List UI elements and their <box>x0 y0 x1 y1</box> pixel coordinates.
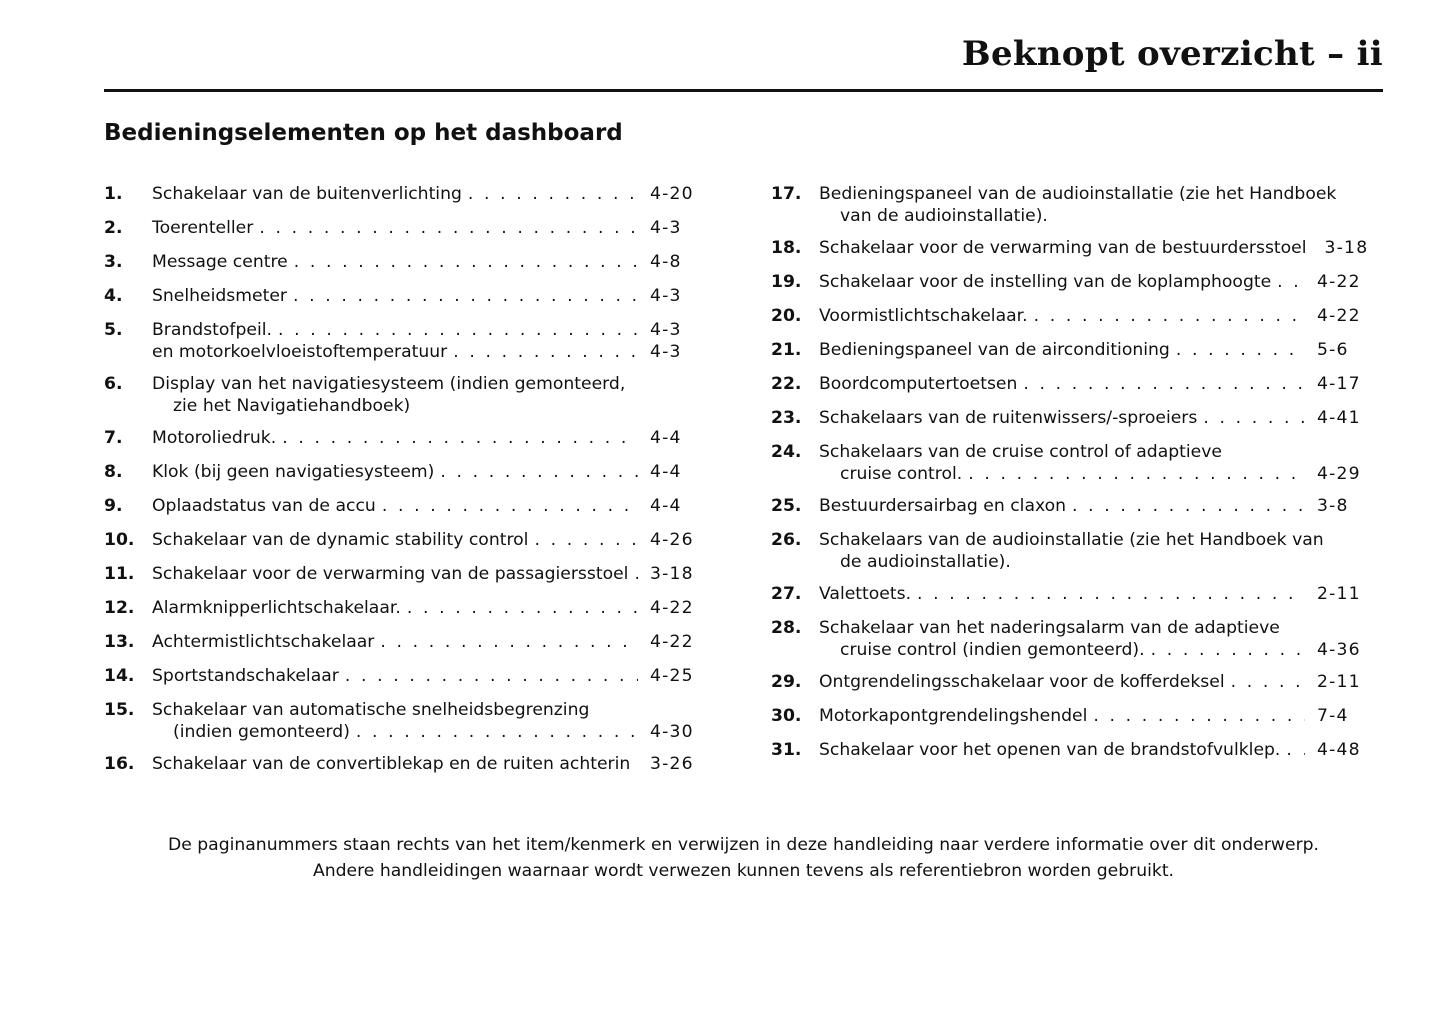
dot-leader <box>968 463 1305 485</box>
item-number: 29. <box>771 672 802 692</box>
item-label: Bedieningspaneel van de audioinstallatie (zie het Handboek <box>819 184 1337 204</box>
list-item <box>771 339 1371 361</box>
dot-leader <box>1072 495 1305 517</box>
page-reference: 3-8 <box>1317 496 1349 516</box>
list-item <box>104 183 704 205</box>
list-item <box>104 373 704 417</box>
item-label: Message centre <box>152 252 288 272</box>
dot-leader <box>259 217 638 239</box>
item-label: Toerenteller <box>152 218 254 238</box>
item-label: Brandstofpeil. <box>152 320 272 340</box>
item-label: Schakelaars van de audioinstallatie (zie het Handboek van <box>819 530 1324 550</box>
dot-leader <box>634 563 638 585</box>
page-reference: 3-18 <box>1324 238 1369 258</box>
item-label: Bestuurdersairbag en claxon <box>819 496 1067 516</box>
item-number: 25. <box>771 496 802 516</box>
item-label: Schakelaar van automatische snelheidsbegrenzing <box>152 700 590 720</box>
item-label: Alarmknipperlichtschakelaar. <box>152 598 401 618</box>
list-item <box>104 217 704 239</box>
list-item <box>771 617 1371 661</box>
item-number: 27. <box>771 584 802 604</box>
dot-leader <box>917 583 1305 605</box>
item-number: 14. <box>104 666 135 686</box>
footnote <box>104 832 1383 884</box>
item-label: Voormistlichtschakelaar. <box>819 306 1028 326</box>
page-reference: 4-36 <box>1317 640 1361 660</box>
page-reference: 4-41 <box>1317 408 1361 428</box>
item-label-continued: (indien gemonteerd) <box>173 722 350 742</box>
footnote-line-1: De paginanummers staan rechts van het item/kenmerk en verwijzen in deze handleiding naar verdere informatie over dit onderwerp. <box>167 835 1320 855</box>
page-reference: 4-29 <box>1317 464 1361 484</box>
page-title: Beknopt overzicht – ii <box>961 34 1383 74</box>
item-label: Schakelaar voor het openen van de brandstofvulklep. <box>819 740 1281 760</box>
list-item <box>771 529 1371 573</box>
list-item <box>104 665 704 687</box>
item-number: 31. <box>771 740 802 760</box>
page-reference: 4-22 <box>1317 272 1361 292</box>
page-reference: 4-22 <box>650 632 694 652</box>
item-label: Sportstandschakelaar <box>152 666 339 686</box>
item-label: Klok (bij geen navigatiesysteem) <box>152 462 435 482</box>
page-reference: 4-22 <box>1317 306 1361 326</box>
item-label: Schakelaar voor de verwarming van de passagiersstoel <box>152 564 629 584</box>
page-reference: 4-3 <box>650 320 682 340</box>
title-rule <box>104 89 1383 92</box>
list-item <box>771 495 1371 517</box>
page-reference: 4-8 <box>650 252 682 272</box>
item-number: 30. <box>771 706 802 726</box>
dot-leader <box>453 341 638 363</box>
item-label: Schakelaar van het naderingsalarm van de adaptieve <box>819 618 1280 638</box>
item-label: Bedieningspaneel van de airconditioning <box>819 340 1170 360</box>
list-item <box>771 739 1371 761</box>
item-number: 18. <box>771 238 802 258</box>
dot-leader <box>293 285 638 307</box>
item-number: 8. <box>104 462 123 482</box>
left-column <box>104 183 704 787</box>
list-item <box>104 597 704 619</box>
item-number: 5. <box>104 320 123 340</box>
item-label-continued: cruise control (indien gemonteerd). <box>840 640 1145 660</box>
page-reference: 4-22 <box>650 598 694 618</box>
list-item <box>104 319 704 363</box>
page-reference: 4-25 <box>650 666 694 686</box>
item-label: Achtermistlichtschakelaar <box>152 632 375 652</box>
dot-leader <box>294 251 638 273</box>
item-number: 17. <box>771 184 802 204</box>
item-label-continued: zie het Navigatiehandboek) <box>173 396 411 416</box>
page-reference: 4-4 <box>650 496 682 516</box>
item-label: Boordcomputertoetsen <box>819 374 1018 394</box>
item-number: 13. <box>104 632 135 652</box>
list-item <box>771 441 1371 485</box>
dot-leader <box>1277 271 1305 293</box>
list-item <box>771 183 1371 227</box>
item-number: 6. <box>104 374 123 394</box>
item-number: 21. <box>771 340 802 360</box>
item-label: Motorkapontgrendelingshendel <box>819 706 1088 726</box>
item-number: 16. <box>104 754 135 774</box>
item-number: 11. <box>104 564 135 584</box>
item-number: 1. <box>104 184 123 204</box>
page-reference: 7-4 <box>1317 706 1349 726</box>
page-reference: 3-26 <box>650 754 694 774</box>
item-number: 15. <box>104 700 135 720</box>
item-label: Schakelaars van de cruise control of adaptieve <box>819 442 1222 462</box>
item-label-continued: van de audioinstallatie). <box>840 206 1048 226</box>
item-label: Schakelaar van de convertiblekap en de ruiten achterin <box>152 754 631 774</box>
dot-leader <box>534 529 638 551</box>
list-item <box>771 305 1371 327</box>
dot-leader <box>407 597 638 619</box>
dot-leader <box>282 427 638 449</box>
dot-leader <box>345 665 638 687</box>
item-number: 26. <box>771 530 802 550</box>
page-reference: 4-26 <box>650 530 694 550</box>
item-number: 12. <box>104 598 135 618</box>
list-item <box>104 753 704 775</box>
item-number: 2. <box>104 218 123 238</box>
page-reference: 2-11 <box>1317 672 1361 692</box>
dot-leader <box>278 319 638 341</box>
item-label: Schakelaar voor de verwarming van de bestuurdersstoel <box>819 238 1307 258</box>
list-item <box>771 407 1371 429</box>
item-number: 22. <box>771 374 802 394</box>
dot-leader <box>1231 671 1305 693</box>
dot-leader <box>440 461 638 483</box>
list-item <box>104 699 704 743</box>
dot-leader <box>356 721 638 743</box>
list-item <box>104 529 704 551</box>
item-label: Ontgrendelingsschakelaar voor de kofferdeksel <box>819 672 1225 692</box>
item-label: Oplaadstatus van de accu <box>152 496 376 516</box>
item-number: 19. <box>771 272 802 292</box>
item-number: 20. <box>771 306 802 326</box>
dot-leader <box>468 183 638 205</box>
item-label-continued: cruise control. <box>840 464 963 484</box>
item-label: Valettoets. <box>819 584 912 604</box>
dot-leader <box>1286 739 1305 761</box>
page-reference: 4-3 <box>650 342 682 362</box>
list-item <box>771 237 1371 259</box>
item-number: 28. <box>771 618 802 638</box>
page-reference: 4-4 <box>650 428 682 448</box>
dot-leader <box>1203 407 1305 429</box>
dot-leader <box>1093 705 1305 727</box>
dot-leader <box>1034 305 1305 327</box>
item-label: Motoroliedruk. <box>152 428 277 448</box>
item-number: 3. <box>104 252 123 272</box>
list-item <box>771 583 1371 605</box>
item-label: Display van het navigatiesysteem (indien gemonteerd, <box>152 374 626 394</box>
list-item <box>104 427 704 449</box>
page-reference: 4-4 <box>650 462 682 482</box>
list-item <box>104 461 704 483</box>
page-reference: 4-3 <box>650 218 682 238</box>
dot-leader <box>382 495 638 517</box>
list-item <box>771 271 1371 293</box>
page-reference: 4-30 <box>650 722 694 742</box>
list-item <box>104 563 704 585</box>
item-label: Schakelaar voor de instelling van de koplamphoogte <box>819 272 1272 292</box>
item-label: Schakelaar van de dynamic stability control <box>152 530 529 550</box>
item-label: Snelheidsmeter <box>152 286 287 306</box>
item-label-continued: en motorkoelvloeistoftemperatuur <box>152 342 448 362</box>
dot-leader <box>1023 373 1305 395</box>
footnote-line-2: Andere handleidingen waarnaar wordt verwezen kunnen tevens als referentiebron worden gebruikt. <box>312 861 1175 881</box>
page-reference: 4-48 <box>1317 740 1361 760</box>
section-heading: Bedieningselementen op het dashboard <box>104 120 623 146</box>
dot-leader <box>1151 639 1305 661</box>
list-item <box>104 631 704 653</box>
page-reference: 3-18 <box>650 564 694 584</box>
right-column <box>771 183 1371 773</box>
dot-leader <box>380 631 638 653</box>
page-reference: 4-20 <box>650 184 694 204</box>
item-number: 24. <box>771 442 802 462</box>
list-item <box>104 251 704 273</box>
item-label: Schakelaars van de ruitenwissers/-sproeiers <box>819 408 1198 428</box>
list-item <box>771 671 1371 693</box>
dot-leader <box>636 753 638 775</box>
list-item <box>771 373 1371 395</box>
page-reference: 4-3 <box>650 286 682 306</box>
page-reference: 5-6 <box>1317 340 1349 360</box>
page-reference: 4-17 <box>1317 374 1361 394</box>
item-number: 10. <box>104 530 135 550</box>
item-number: 23. <box>771 408 802 428</box>
item-label-continued: de audioinstallatie). <box>840 552 1011 572</box>
item-label: Schakelaar van de buitenverlichting <box>152 184 462 204</box>
item-number: 4. <box>104 286 123 306</box>
item-number: 7. <box>104 428 123 448</box>
page-reference: 2-11 <box>1317 584 1361 604</box>
dot-leader <box>1176 339 1305 361</box>
list-item <box>104 285 704 307</box>
list-item <box>771 705 1371 727</box>
list-item <box>104 495 704 517</box>
item-number: 9. <box>104 496 123 516</box>
